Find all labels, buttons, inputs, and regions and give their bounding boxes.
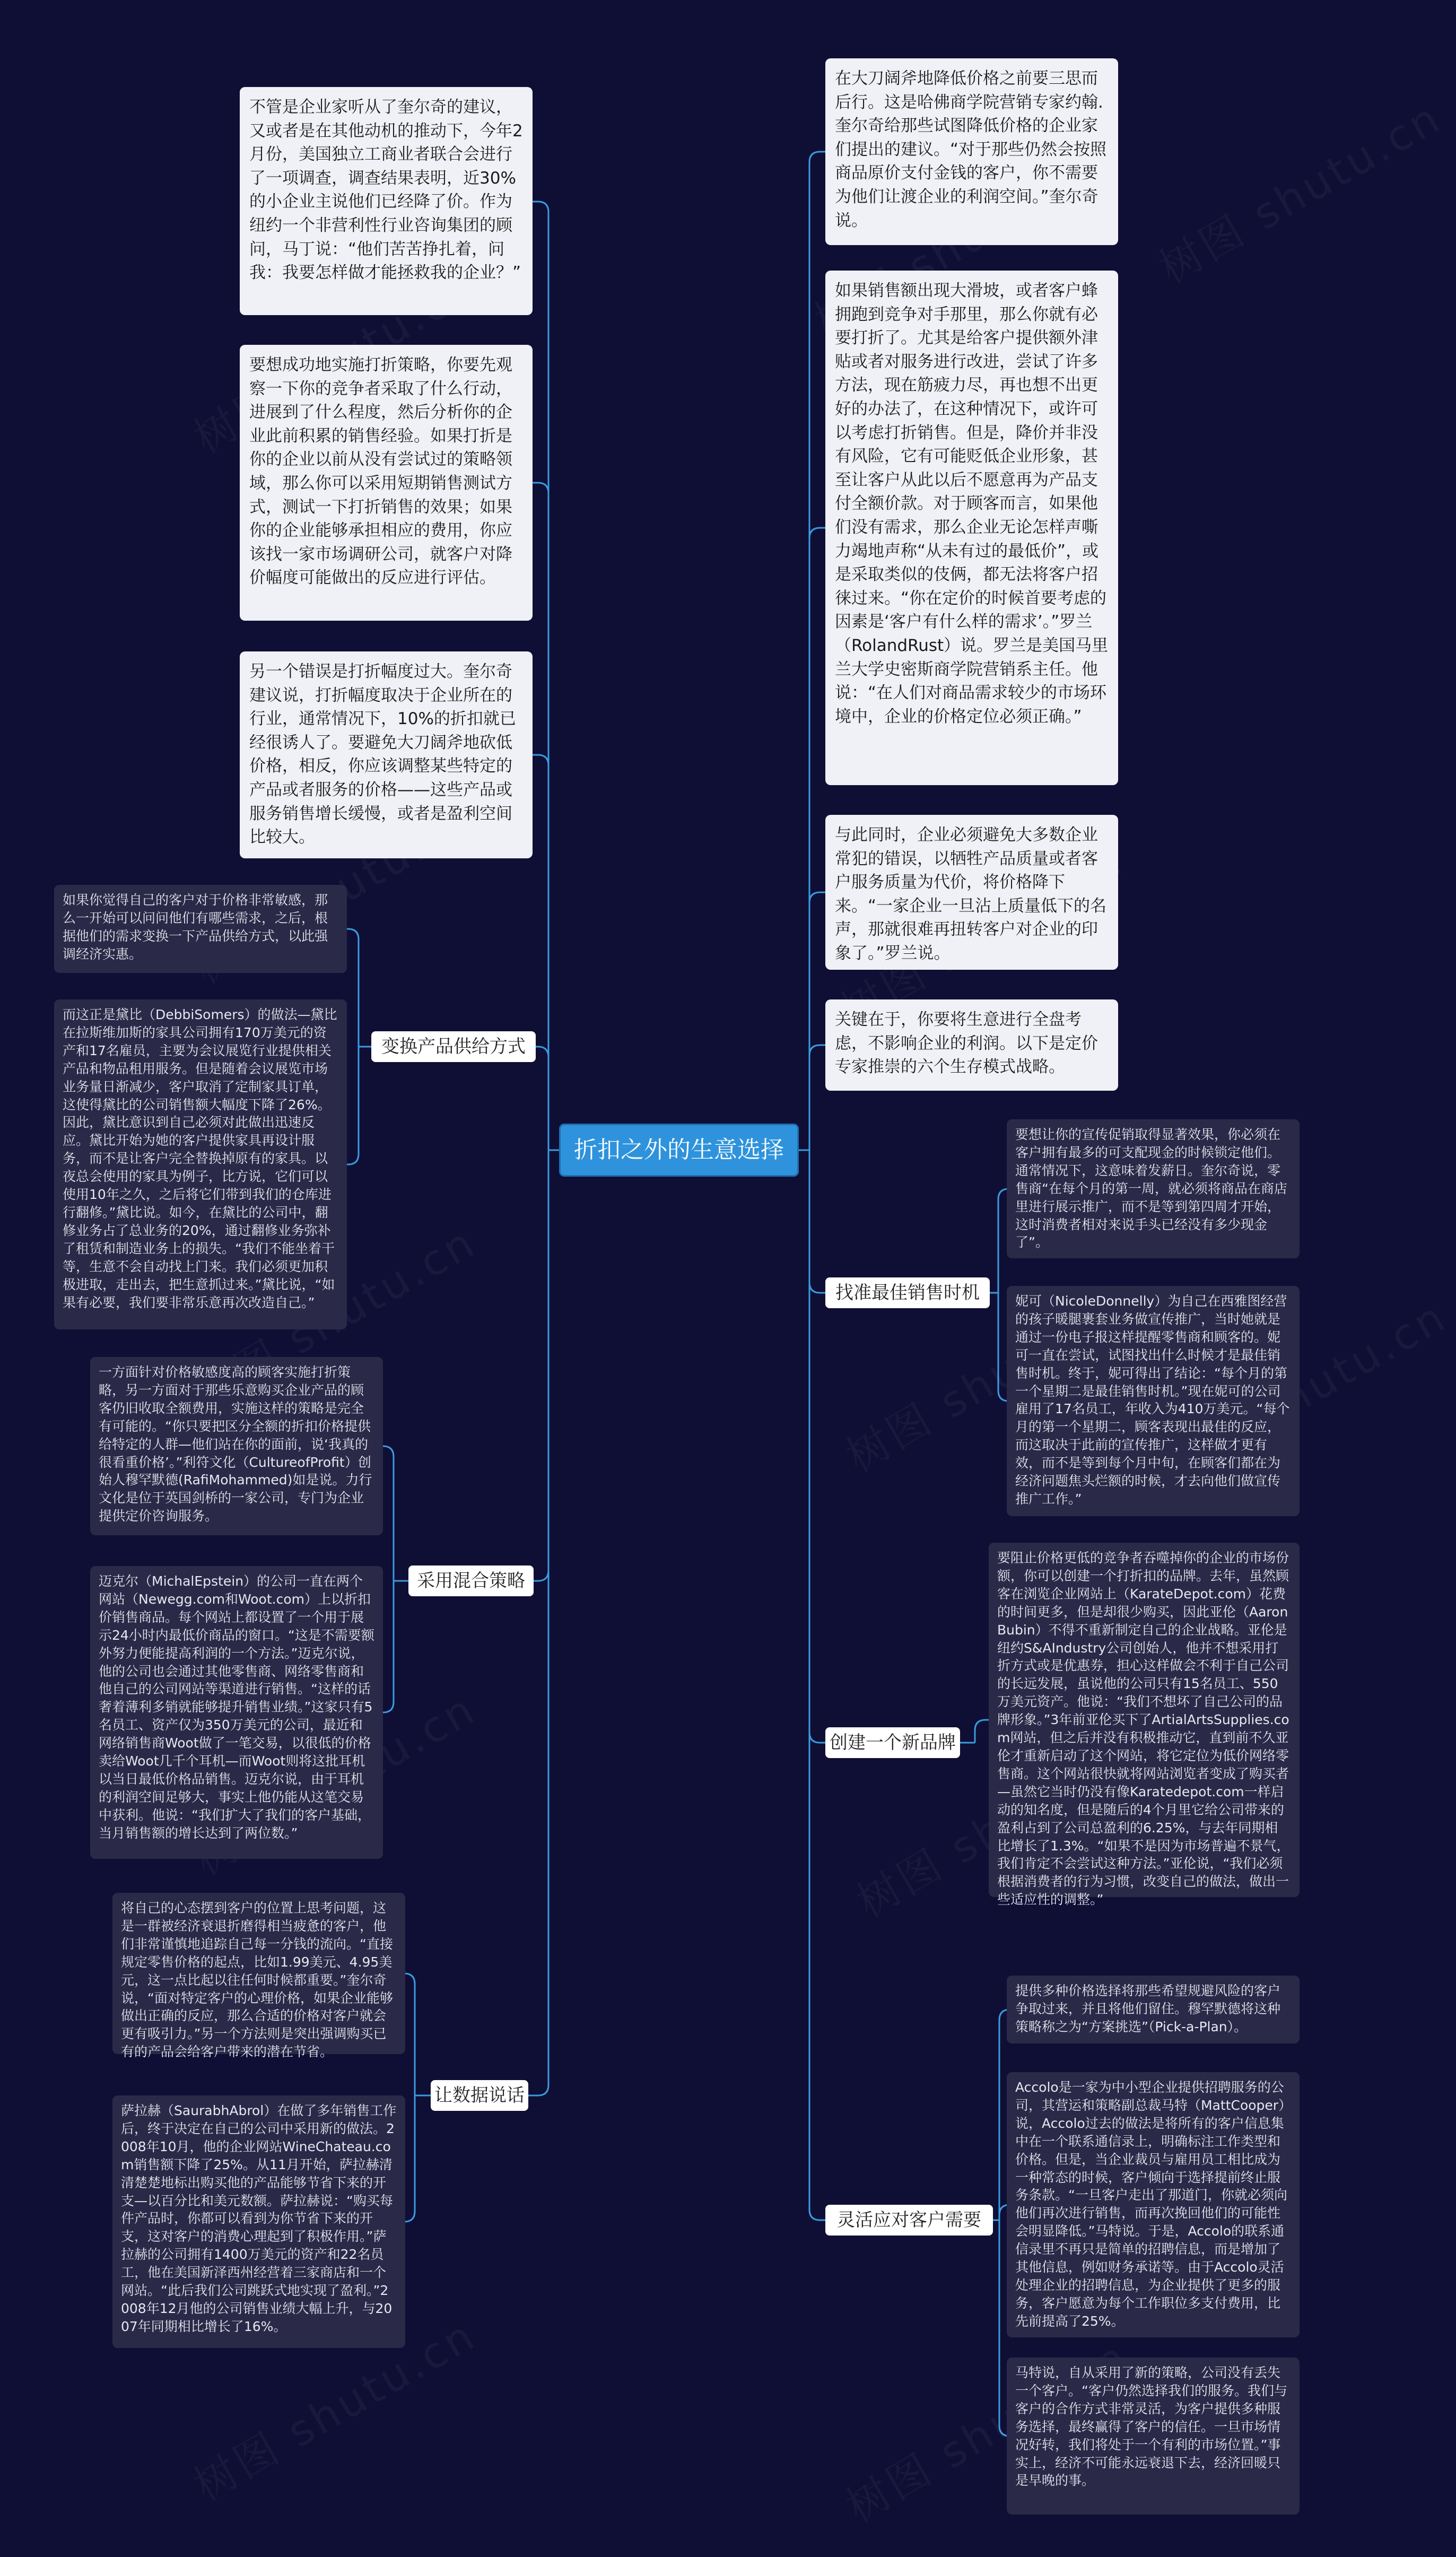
connector-line: [383, 1446, 394, 1581]
connector-line: [534, 1150, 548, 1581]
branch-let-data-speak-note-1: 将自己的心态摆到客户的位置上思考问题，这是一群被经济衰退折磨得相当疲惫的客户，他们非常谨慎地追踪自己每一分钱的流向。“直接规定零售价格的起点，比如1.99美元、4.95美元，这一点比起以往任何时候都重要。”奎尔奇说，“面对特定客户的心理价格，如果企业能够做出正确的反应，那么合适的价格对客户就会更有吸引力。”另一个方法则是突出强调购买已有的产品会给客户带来的潜在节省。: [112, 1893, 405, 2054]
connector-line: [809, 1045, 825, 1150]
branch-best-timing-note-2: 妮可（NicoleDonnelly）为自己在西雅图经营的孩子暖腿裹套业务做宣传推广，当时她就是通过一份电子报这样提醒零售商和顾客的。妮可一直在尝试，试图找出什么时候才是最佳销售时机。终于，妮可得出了结论：“每个月的第一个星期二是最佳销售时机。”现在妮可的公司雇用了17名员工，年收入为410万美元。“每个月的第一个星期二，顾客表现出最佳的反应，而这取决于此前的宣传推广，这样做才更有效，而不是等到每个月中旬，在顾客们都在为经济问题焦头烂额的时候，才去向他们做宣传推广工作。”: [1007, 1286, 1300, 1516]
connector-line: [404, 1973, 415, 2095]
branch-new-brand[interactable]: 创建一个新品牌: [825, 1727, 960, 1758]
branch-flexible-response-note-3: 马特说，自从采用了新的策略，公司没有丢失一个客户。“客户仍然选择我们的服务。我们与客户的合作方式非常灵活，为客户提供多种服务选择，最终赢得了客户的信任。一旦市场情况好转，我们将处于一个有利的市场位置。”事实上，经济不可能永远衰退下去，经济回暖只是早晚的事。: [1007, 2358, 1300, 2515]
branch-change-supply[interactable]: 变换产品供给方式: [371, 1031, 536, 1062]
connector-line: [347, 1047, 359, 1164]
branch-new-brand-note-1: 要阻止价格更低的竞争者吞噬掉你的企业的市场份额，你可以创建一个打折扣的品牌。去年，虽然顾客在浏览企业网站上（KarateDepot.com）花费的时间更多，但是却很少购买，因此亚伦（AaronBubin）不得不重新制定自己的企业战略。亚伦是纽约S&AIndustry公司创始人，他并不想采用打折方式或是优惠券，担心这样做会不利于自己公司的长远发展，虽说他的公司只有15名员工、550万美元资产。他说：“我们不想坏了自己公司的品牌形象。”3年前亚伦买下了ArtialArtsSupplies.com网站，但之后并没有积极推动它，直到前不久亚伦才重新启动了这个网站，将它定位为低价网络零售商。这个网站很快就将网站浏览者变成了购买者—虽然它当时仍没有像Karatedepot.com一样启动的知名度，但是随后的4个月里它给公司带来的盈利占到了公司总盈利的6.25%，与去年同期相比增长了1.3%。“如果不是因为市场普遍不景气，我们肯定不会尝试这种方法。”亚伦说，“我们必须根据消费者的行为习惯，改变自己的做法，做出一些适应性的调整。”: [989, 1543, 1300, 1897]
right-note-1: 在大刀阔斧地降低价格之前要三思而后行。这是哈佛商学院营销专家约翰.奎尔奇给那些试图降低价格的企业家们提出的建议。“对于那些仍然会按照商品原价支付金钱的客户，你不需要为他们让渡企业的利润空间。”奎尔奇说。: [825, 58, 1118, 245]
connector-line: [809, 892, 825, 1150]
branch-best-timing-note-1: 要想让你的宣传促销取得显著效果，你必须在客户拥有最多的可支配现金的时候锁定他们。通常情况下，这意味着发薪日。奎尔奇说，零售商“在每个月的第一周，就必须将商品在商店里进行展示推广，而不是等到第四周才开始，这时消费者相对来说手头已经没有多少现金了”。: [1007, 1119, 1300, 1258]
connector-line: [975, 1720, 989, 1743]
branch-flexible-response-note-2: Accolo是一家为中小型企业提供招聘服务的公司，其营运和策略副总裁马特（MattCooper）说，Accolo过去的做法是将所有的客户信息集中在一个联系通信录上，明确标注工作类型和价格。但是，当企业裁员与雇用员工相比成为一种常态的时候，客户倾向于选择提前终止服务条款。“一旦客户走出了那道门，你就必须向他们再次进行销售，而再次挽回他们的可能性会明显降低。”马特说。于是，Accolo的联系通信录里不再只是简单的招聘信息，而是增加了其他信息，例如财务承诺等。由于Accolo灵活处理企业的招聘信息，为企业提供了更多的服务，客户愿意为每个工作职位多支付费用，比先前提高了25%。: [1007, 2072, 1300, 2337]
connector-line: [809, 528, 825, 1150]
connector-line: [533, 755, 548, 1150]
root-node[interactable]: 折扣之外的生意选择: [559, 1124, 799, 1177]
branch-let-data-speak[interactable]: 让数据说话: [431, 2080, 528, 2111]
connector-line: [809, 152, 825, 1150]
connector-line: [383, 1581, 394, 1712]
branch-change-supply-note-1: 如果你觉得自己的客户对于价格非常敏感，那么一开始可以问问他们有哪些需求，之后，根据他们的需求变换一下产品供给方式，以此强调经济实惠。: [54, 885, 347, 973]
branch-flexible-response-note-1: 提供多种价格选择将那些希望规避风险的客户争取过来，并且将他们留住。穆罕默德将这种策略称之为“方案挑选”（Pick-a-Plan）。: [1007, 1976, 1300, 2043]
branch-mixed-strategy[interactable]: 采用混合策略: [408, 1565, 534, 1596]
left-note-2: 要想成功地实施打折策略，你要先观察一下你的竞争者采取了什么行动，进展到了什么程度，然后分析你的企业此前积累的销售经验。如果打折是你的企业以前从没有尝试过的策略领域，那么你可以采用短期销售测试方式，测试一下打折销售的效果；如果你的企业能够承担相应的费用，你应该找一家市场调研公司，就客户对降价幅度可能做出的反应进行评估。: [240, 345, 533, 621]
branch-let-data-speak-note-2: 萨拉赫（SaurabhAbrol）在做了多年销售工作后，终于决定在自己的公司中采用新的做法。2008年10月，他的企业网站WineChateau.com销售额下降了25%。从11月开始，萨拉赫清清楚楚地标出购买他的产品能够节省下来的开支—以百分比和美元数额。萨拉赫说：“购买每件产品时，你都可以看到为你节省下来的开支，这对客户的消费心理起到了积极作用。”萨拉赫的公司拥有1400万美元的资产和22名员工，他在美国新泽西州经营着三家商店和一个网站。“此后我们公司跳跃式地实现了盈利。”2008年12月他的公司销售业绩大幅上升，与2007年同期相比增长了16%。: [112, 2095, 405, 2348]
connector-line: [533, 202, 548, 1150]
branch-mixed-strategy-note-2: 迈克尔（MichalEpstein）的公司一直在两个网站（Newegg.com和Woot.com）上以折扣价销售商品。每个网站上都设置了一个用于展示24小时内最低价商品的窗口。“这是不需要额外努力便能提高利润的一个方法。”迈克尔说，他的公司也会通过其他零售商、网络零售商和他自己的公司网站等渠道进行销售。“这样的话奢着薄利多销就能够提升销售业绩。”这家只有5名员工、资产仅为350万美元的公司，最近和网络销售商Woot做了一笔交易，以很低的价格卖给Woot几千个耳机—而Woot则将这批耳机以当日最低价格品销售。迈克尔说，由于耳机的利润空间足够大，事实上他仍能从这笔交易中获利。他说：“我们扩大了我们的客户基础，当月销售额的增长达到了两位数。”: [90, 1566, 383, 1859]
connector-line: [536, 1047, 548, 1150]
connector-line: [809, 1150, 825, 2220]
right-note-3: 与此同时，企业必须避免大多数企业常犯的错误，以牺牲产品质量或者客户服务质量为代价，将价格降下来。“一家企业一旦沾上质量低下的名声，那就很难再扭转客户对企业的印象了。”罗兰说。: [825, 815, 1118, 970]
branch-mixed-strategy-note-1: 一方面针对价格敏感度高的顾客实施打折策略，另一方面对于那些乐意购买企业产品的顾客仍旧收取全额费用，实施这样的策略是完全有可能的。“你只要把区分全额的折扣价格提供给特定的人群—他们站在你的面前，说‘我真的很看重价格’。”利符文化（CultureofProfit）创始人穆罕默德(RafiMohammed)如是说。力行文化是位于英国剑桥的一家公司，专门为企业提供定价咨询服务。: [90, 1357, 383, 1535]
connector-line: [347, 929, 359, 1047]
branch-best-timing[interactable]: 找准最佳销售时机: [825, 1277, 990, 1308]
branch-flexible-response[interactable]: 灵活应对客户需要: [825, 2205, 993, 2236]
right-note-2: 如果销售额出现大滑坡，或者客户蜂拥跑到竞争对手那里，那么你就有必要打折了。尤其是给客户提供额外津贴或者对服务进行改进，尝试了许多方法，现在筋疲力尽，再也想不出更好的办法了，在这种情况下，或许可以考虑打折销售。但是，降价并非没有风险，它有可能贬低企业形象，甚至让客户从此以后不愿意再为产品支付全额价款。对于顾客而言，如果他们没有需求，那么企业无论怎样声嘶力竭地声称“从未有过的最低价”，或是采取类似的伎俩，都无法将客户招徕过来。“你在定价的时候首要考虑的因素是‘客户有什么样的需求’。”罗兰（RolandRust）说。罗兰是美国马里兰大学史密斯商学院营销系主任。他说：“在人们对商品需求较少的市场环境中，企业的价格定位必须正确。”: [825, 271, 1118, 785]
branch-change-supply-note-2: 而这正是黛比（DebbiSomers）的做法—黛比在拉斯维加斯的家具公司拥有170万美元的资产和17名雇员，主要为会议展览行业提供相关产品和物品租用服务。但是随着会议展览市场业务量日渐减少，客户取消了定制家具订单，这使得黛比的公司销售额大幅度下降了26%。因此，黛比意识到自己必须对此做出迅速反应。黛比开始为她的客户提供家具再设计服务，而不是让客户完全替换掉原有的家具。以夜总会使用的家具为例子，比方说，它们可以使用10年之久，之后将它们带到我们的仓库进行翻修。”黛比说。如今，在黛比的公司中，翻修业务占了总业务的20%，通过翻修业务弥补了租赁和制造业务上的损失。“我们不能坐着干等，生意不会自动找上门来。我们必须更加积极进取，走出去，把生意抓过来。”黛比说，“如果有必要，我们要非常乐意再次改造自己。”: [54, 999, 347, 1329]
connector-line: [528, 1150, 548, 2095]
right-note-4: 关键在于，你要将生意进行全盘考虑，不影响企业的利润。以下是定价专家推崇的六个生存模式战略。: [825, 999, 1118, 1091]
connector-line: [404, 2095, 415, 2222]
left-note-1: 不管是企业家听从了奎尔奇的建议，又或者是在其他动机的推动下，今年2月份，美国独立工商业者联合会进行了一项调查，调查结果表明，近30%的小企业主说他们已经降了价。作为纽约一个非营利性行业咨询集团的顾问，马丁说：“他们苦苦挣扎着，问我：我要怎样做才能拯救我的企业？”: [240, 87, 533, 315]
left-note-3: 另一个错误是打折幅度过大。奎尔奇建议说，打折幅度取决于企业所在的行业，通常情况下，10%的折扣就已经很诱人了。要避免大刀阔斧地砍低价格，相反，你应该调整某些特定的产品或者服务的价格——这些产品或服务销售增长缓慢，或者是盈利空间比较大。: [240, 651, 533, 858]
connector-line: [809, 1150, 825, 1743]
connector-line: [809, 1150, 825, 1293]
